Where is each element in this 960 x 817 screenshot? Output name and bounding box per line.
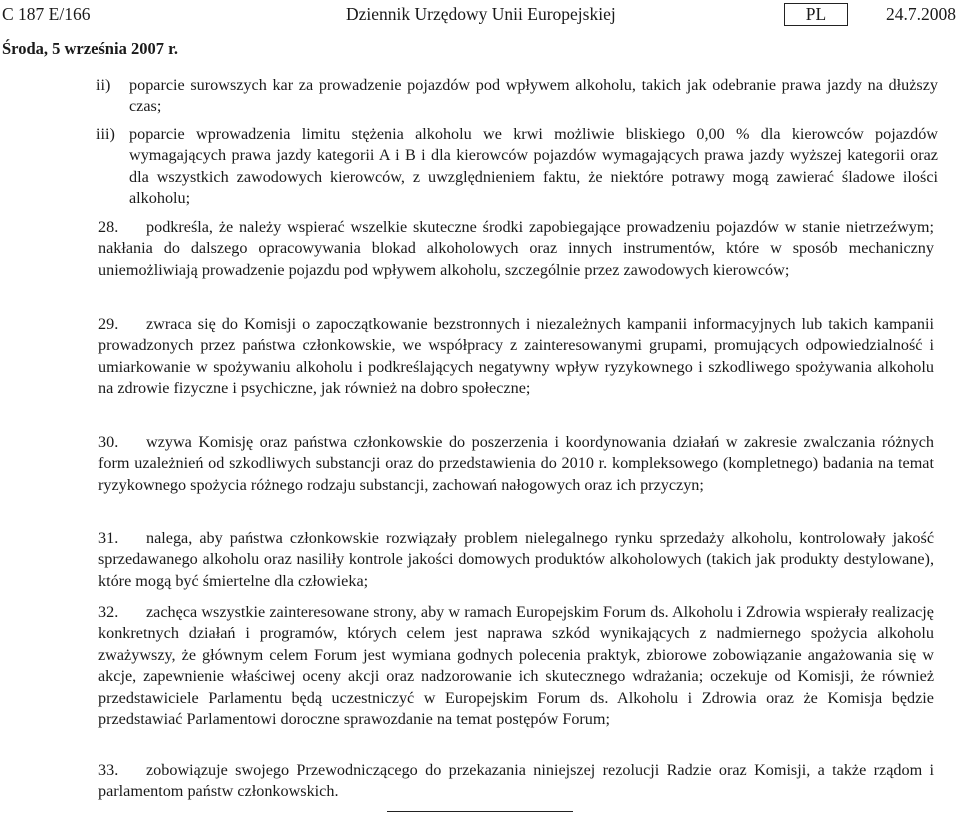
paragraph-text: zobowiązuje swojego Przewodniczącego do przekazania niniejszej rezolucji Radzie oraz Komisji, a także rządom i parlamentom państw członkowskich. — [98, 761, 934, 801]
paragraph-number: 31. — [98, 529, 119, 547]
paragraph-number: 29. — [98, 315, 119, 333]
publication-date: 24.7.2008 — [886, 4, 956, 24]
paragraph-number: 32. — [98, 603, 119, 621]
paragraph-number: 33. — [98, 761, 119, 779]
subitem-label: ii) — [96, 76, 111, 94]
paragraph-number: 28. — [98, 218, 119, 236]
subitem-label: iii) — [96, 125, 115, 143]
subitem-text: poparcie wprowadzenia limitu stężenia alkoholu we krwi możliwie bliskiego 0,00 % dla kierowców pojazdów wymagających prawa jazdy kategorii A i B i dla kierowców pojazdów wymagających prawa jazdy wyższej kategorii oraz dla wszystkich zawodowych kierowców, z uwzględnieniem faktu, że niektóre potrawy mogą zawierać śladowe ilości alkoholu; — [129, 125, 938, 208]
paragraph-30 — [98, 432, 934, 496]
paragraph-text: zwraca się do Komisji o zapoczątkowanie bezstronnych i niezależnych kampanii informacyjnych lub takich kampanii prowadzonych przez państwa członkowskie, we współpracy z zainteresowanymi grupami, promujących odpowiedzialność i umiarkowanie w spożywaniu alkoholu i podkreślających negatywny wpływ ryzykownego i szkodliwego spożywania alkoholu na zdrowie fizyczne i psychiczne, jak również na dobro społeczne; — [98, 315, 934, 398]
paragraph-33 — [98, 760, 934, 803]
page-header — [0, 4, 960, 28]
paragraph-text: zachęca wszystkie zainteresowane strony, aby w ramach Europejskim Forum ds. Alkoholu i Zdrowia wspierały realizację konkretnych działań i programów, których celem jest naprawa szkód wynikających z nadmiernego spożycia alkoholu zważywszy, że głównym celem Forum jest wymiana godnych polecenia praktyk, zbiorowe zobowiązanie angażowania się w akcje, zapewnienie właściwej oceny akcji oraz nadzorowanie ich skutecznego wdrażania; oczekuje od Komisji, że również przedstawiciele Parlamentu będą uczestniczyć w Europejskim Forum ds. Alkoholu i Zdrowia oraz że Komisja będzie przedstawiać Parlamentowi doroczne sprawozdanie na temat postępów Forum; — [98, 603, 934, 729]
paragraph-29 — [98, 314, 934, 400]
paragraph-number: 30. — [98, 433, 119, 451]
subitem-text: poparcie surowszych kar za prowadzenie pojazdów pod wpływem alkoholu, takich jak odebranie prawa jazdy na dłuższy czas; — [129, 76, 938, 116]
paragraph-31 — [98, 528, 934, 592]
paragraph-28 — [98, 217, 934, 281]
paragraph-text: wzywa Komisję oraz państwa członkowskie do poszerzenia i koordynowania działań w zakresie zwalczania różnych form uzależnień od szkodliwych substancji oraz do przedstawienia do 2010 r. kompleksowego (kompletnego) badania na temat ryzykownego spożycia różnego rodzaju substancji, zachowań nałogowych oraz ich przyczyn; — [98, 433, 934, 494]
sitting-date: Środa, 5 września 2007 r. — [2, 39, 179, 58]
paragraph-text: podkreśla, że należy wspierać wszelkie skuteczne środki zapobiegające prowadzeniu pojazdów w stanie nietrzeźwym; nakłania do dalszego opracowywania blokad alkoholowych oraz innych instrumentów, które w sposób mechaniczny uniemożliwiają prowadzenie pojazdu pod wpływem alkoholu, szczególnie przez zawodowych kierowców; — [98, 218, 934, 279]
page-reference: C 187 E/166 — [2, 4, 91, 24]
end-rule — [387, 811, 573, 812]
paragraph-32 — [98, 602, 934, 730]
language-badge: PL — [784, 3, 848, 26]
paragraph-text: nalega, aby państwa członkowskie rozwiązały problem nielegalnego rynku sprzedaży alkoholu, kontrolowały jakość sprzedawanego alkoholu oraz nasiliły kontrole jakości domowych produktów alkoholowych (takich jak produkty destylowane), które mogą być śmiertelne dla człowieka; — [98, 529, 934, 590]
journal-title: Dziennik Urzędowy Unii Europejskiej — [346, 4, 616, 24]
